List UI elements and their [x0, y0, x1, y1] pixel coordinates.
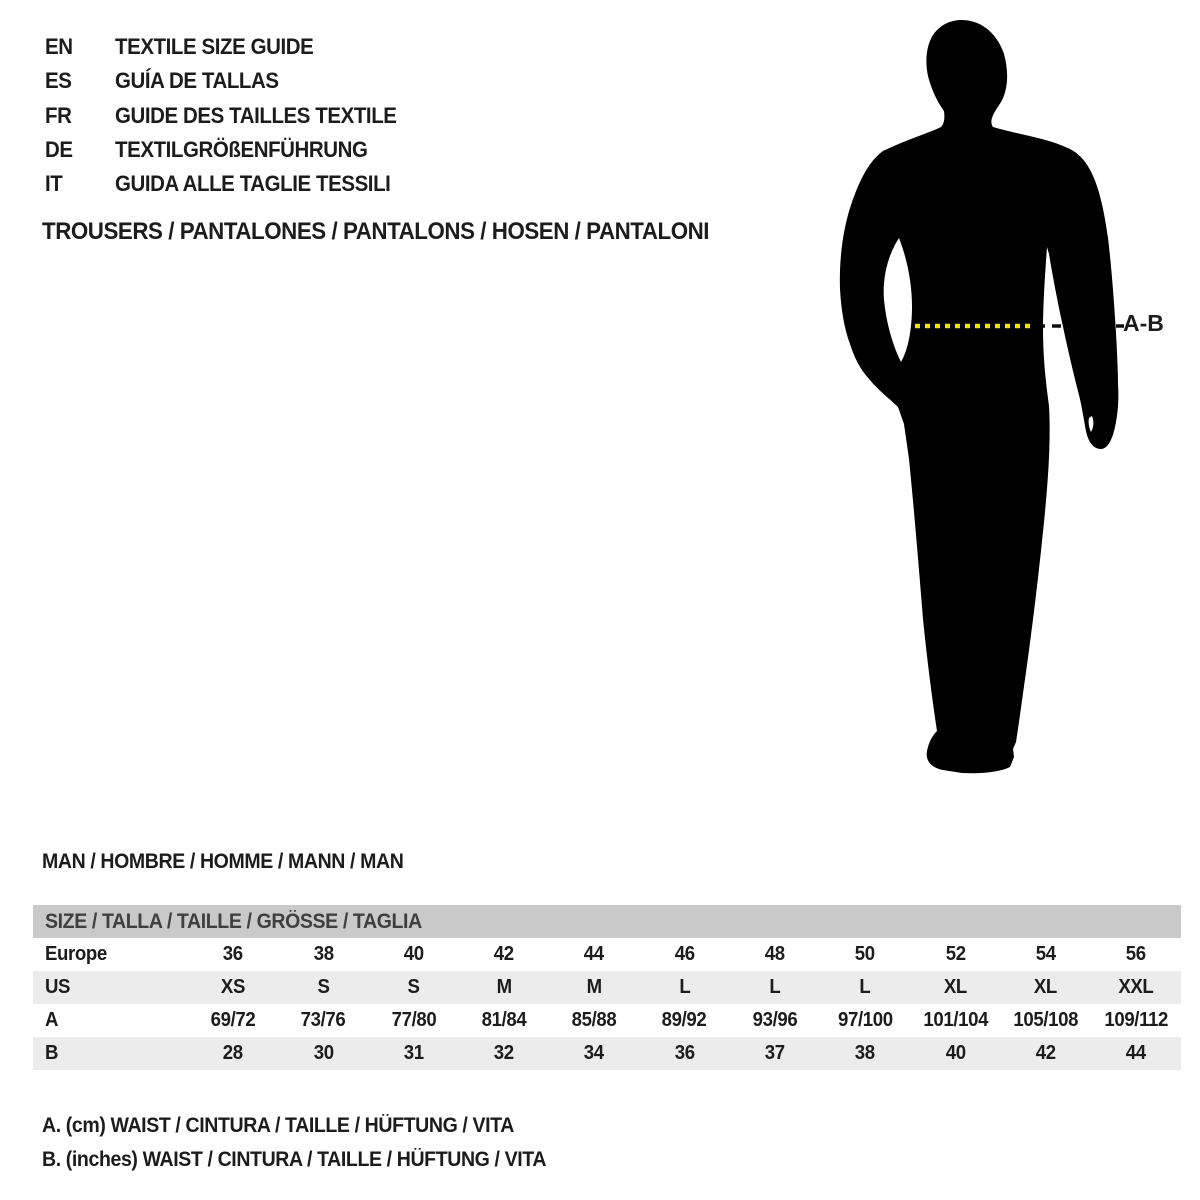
- language-row-es: [45, 64, 418, 98]
- table-cell: 69/72: [210, 1009, 256, 1031]
- table-cell: S: [407, 976, 420, 998]
- gender-heading: MAN / HOMBRE / HOMME / MANN / MAN: [42, 850, 404, 873]
- table-cell: 89/92: [662, 1009, 707, 1031]
- table-cell: L: [859, 976, 871, 998]
- table-cell: 44: [584, 943, 605, 965]
- table-cell: 34: [584, 1042, 605, 1064]
- note-b-inches-waist: B. (inches) WAIST / CINTURA / TAILLE / HÜFTUNG / VITA: [42, 1148, 547, 1171]
- table-row-a-cm: [33, 1004, 1181, 1037]
- man-silhouette-icon: [820, 0, 1200, 800]
- row-label: A: [45, 1009, 59, 1031]
- table-cell: 101/104: [922, 1009, 988, 1031]
- table-cell: 42: [1035, 1042, 1056, 1064]
- size-table: [33, 905, 1181, 1070]
- table-cell: 97/100: [837, 1009, 893, 1031]
- table-cell: 30: [313, 1042, 334, 1064]
- language-code: EN: [45, 34, 73, 59]
- table-cell: XL: [943, 976, 967, 998]
- table-row-us: [33, 971, 1181, 1004]
- table-cell: 48: [764, 943, 785, 965]
- language-list: [45, 30, 418, 201]
- language-code: FR: [45, 102, 72, 128]
- table-cell: 36: [223, 943, 244, 965]
- language-title: GUIDE DES TAILLES TEXTILE: [115, 102, 397, 128]
- table-cell: 31: [403, 1042, 424, 1064]
- table-row-b-inches: [33, 1037, 1181, 1070]
- man-silhouette-figure: [820, 0, 1200, 800]
- table-cell: 56: [1125, 943, 1146, 965]
- table-cell: 46: [674, 943, 695, 965]
- table-cell: 44: [1125, 1042, 1146, 1064]
- note-a-cm-waist: A. (cm) WAIST / CINTURA / TAILLE / HÜFTUNG / VITA: [42, 1114, 514, 1137]
- table-cell: XS: [221, 976, 246, 998]
- table-cell: 28: [223, 1042, 244, 1064]
- language-title: TEXTILGRÖßENFÜHRUNG: [115, 136, 368, 162]
- language-title: TEXTILE SIZE GUIDE: [115, 34, 314, 59]
- table-cell: 50: [855, 943, 876, 965]
- table-cell: 32: [493, 1042, 514, 1064]
- table-cell: 77/80: [391, 1009, 437, 1031]
- language-row-en: [45, 30, 418, 64]
- table-cell: M: [496, 976, 512, 998]
- table-cell: 54: [1035, 943, 1056, 965]
- table-cell: XXL: [1118, 976, 1154, 998]
- table-cell: 40: [945, 1042, 966, 1064]
- table-cell: 81/84: [481, 1009, 527, 1031]
- language-code: ES: [45, 68, 72, 94]
- size-table-header: SIZE / TALLA / TAILLE / GRÖSSE / TAGLIA: [33, 905, 1181, 938]
- table-cell: XL: [1034, 976, 1058, 998]
- language-row-fr: [45, 99, 418, 133]
- table-cell: 40: [403, 943, 424, 965]
- table-cell: 73/76: [301, 1009, 346, 1031]
- table-cell: S: [317, 976, 330, 998]
- table-cell: 38: [313, 943, 334, 965]
- table-cell: 52: [945, 943, 966, 965]
- table-cell: 37: [764, 1042, 785, 1064]
- table-cell: L: [678, 976, 690, 998]
- language-title: GUIDA ALLE TAGLIE TESSILI: [115, 171, 391, 197]
- language-row-de: [45, 133, 418, 167]
- table-cell: 105/108: [1013, 1009, 1078, 1031]
- row-label: Europe: [45, 943, 107, 965]
- table-cell: 38: [855, 1042, 876, 1064]
- row-label: US: [45, 976, 71, 998]
- table-cell: L: [769, 976, 781, 998]
- table-cell: 36: [674, 1042, 695, 1064]
- category-heading: TROUSERS / PANTALONES / PANTALONS / HOSEN / PANTALONI: [42, 218, 710, 245]
- table-row-europe: [33, 938, 1181, 971]
- language-title: GUÍA DE TALLAS: [115, 68, 279, 94]
- language-row-it: [45, 167, 418, 201]
- man-silhouette-path: [840, 20, 1119, 773]
- waist-measure-label: A-B: [1123, 310, 1164, 336]
- table-cell: 93/96: [752, 1009, 798, 1031]
- row-label: B: [45, 1042, 59, 1064]
- table-cell: 42: [493, 943, 514, 965]
- table-cell: 85/88: [571, 1009, 617, 1031]
- language-code: IT: [45, 171, 63, 197]
- table-cell: 109/112: [1104, 1009, 1168, 1031]
- language-code: DE: [45, 136, 73, 162]
- table-cell: M: [586, 976, 602, 998]
